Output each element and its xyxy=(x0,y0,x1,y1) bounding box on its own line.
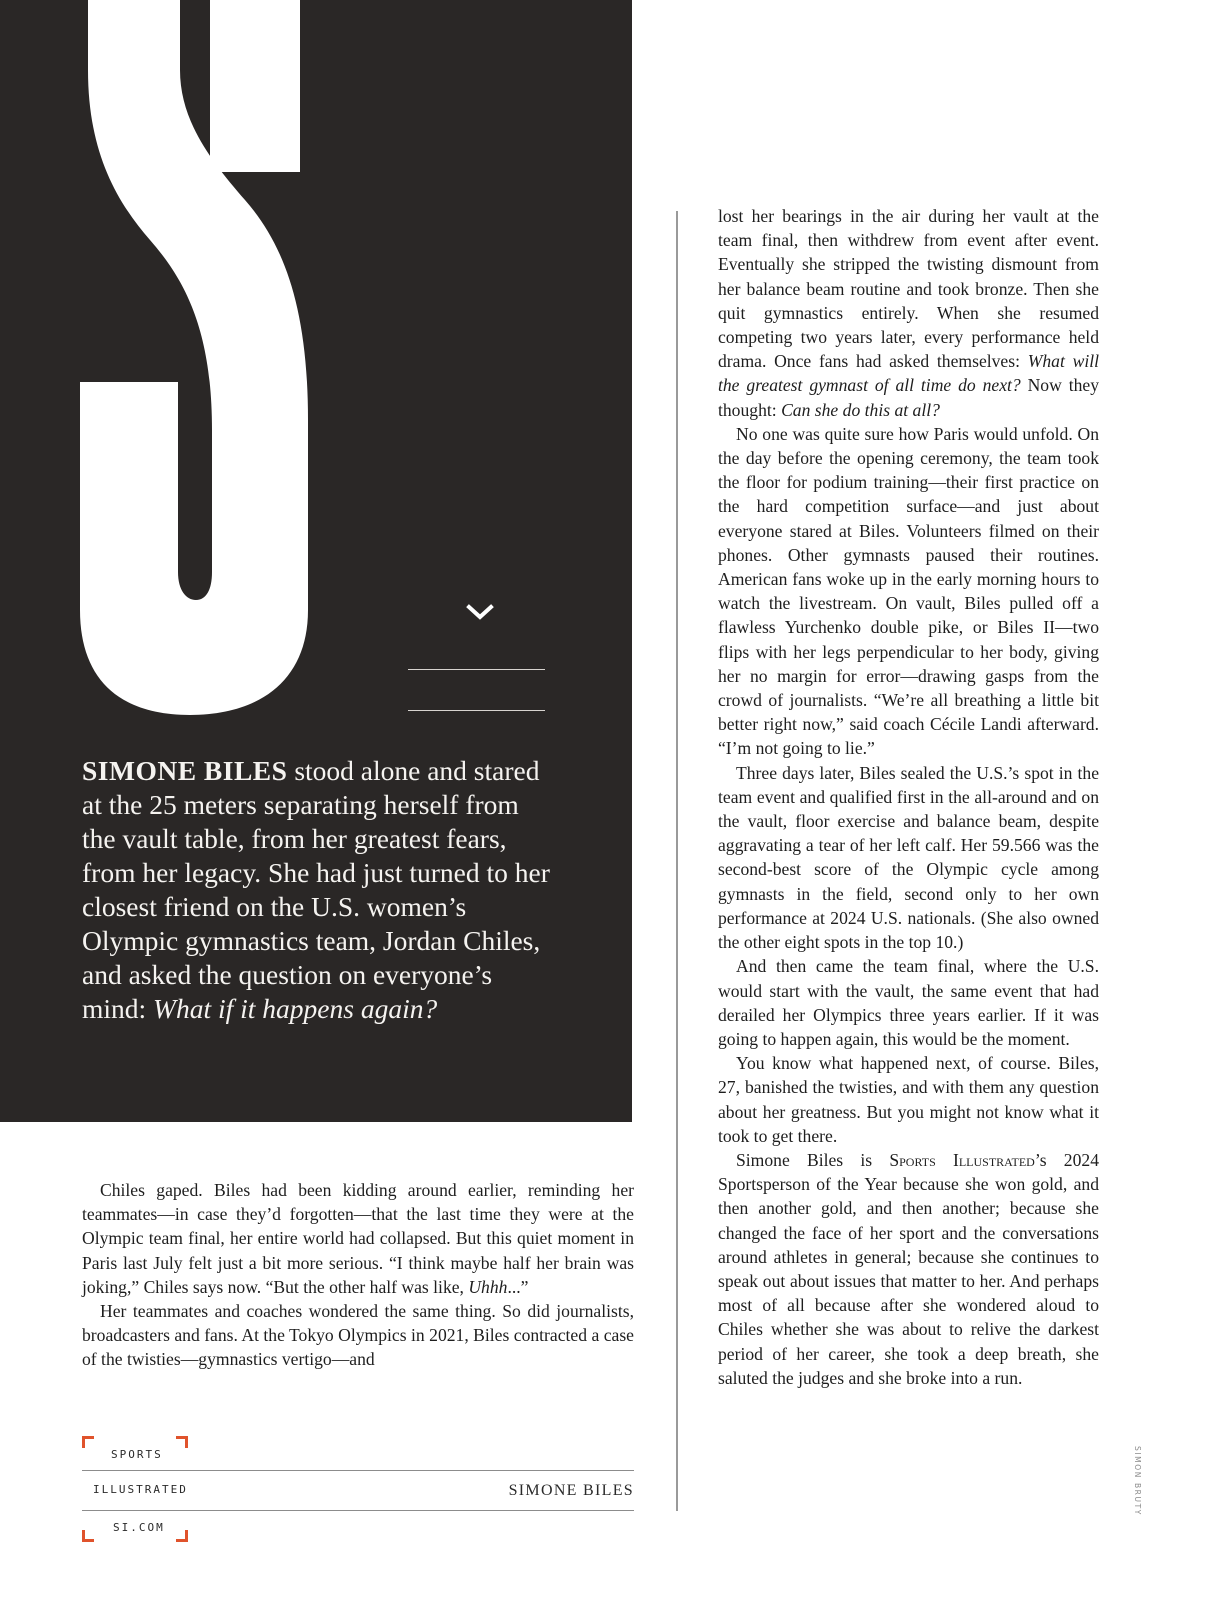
decorative-rule-upper xyxy=(408,669,545,670)
dropcap-s-notch xyxy=(210,0,300,172)
corner-bracket-top-left-icon xyxy=(82,1436,94,1448)
right-p1-italic-2: Can she do this at all? xyxy=(781,399,940,420)
right-paragraph-4: And then came the team final, where the U.S. would start with the vault, the same event that had derailed her Olympics three years earlier. If it was going to happen again, this would be the moment. xyxy=(718,956,1099,1049)
right-paragraph-5: You know what happened next, of course. Biles, 27, banished the twisties, and with them any question about her greatness. But you might not know what it took to get there. xyxy=(718,1053,1099,1146)
left-column-text xyxy=(82,1178,634,1372)
right-p6-magazine-name: Sports Illustrated xyxy=(889,1149,1035,1170)
corner-bracket-bottom-left-icon xyxy=(82,1530,94,1542)
footer-rule-upper xyxy=(82,1470,634,1471)
right-paragraph-6 xyxy=(718,1148,1099,1390)
intro-text: stood alone and stared at the 25 meters separating herself from the vault table, from her greatest fears, from her legacy. She had just turned to her closest friend on the U.S. women’s Olympic gymnastics team, Jordan Chiles, and asked the question on everyone’s mind: xyxy=(82,755,550,1024)
left-p1-end: ...” xyxy=(507,1276,529,1297)
left-p1-text: Chiles gaped. Biles had been kidding around earlier, reminding her teammates—in case they’d forgotten—that the last time they were at the Olympic team final, her entire world had collapsed. But this quiet moment in Paris last July felt just a bit more serious. “I think maybe half her brain was joking,” Chiles says now. “But the other half was like, xyxy=(82,1180,634,1297)
intro-lead-name: SIMONE BILES xyxy=(82,755,288,786)
right-p6-text: Simone Biles is xyxy=(736,1149,890,1170)
right-p6-end: ’s 2024 Sportsperson of the Year because she won gold, and then another gold, and then another; because she changed the face of her sport and the conversations around athletes in general; because she continues to speak out about issues that matter to her. And perhaps most of all because after she wondered aloud to Chiles whether she was about to relive the darkest period of her career, she took a deep breath, she saluted the judges and she broke into a run. xyxy=(718,1149,1099,1388)
intro-paragraph xyxy=(82,754,552,1026)
right-paragraph-1 xyxy=(718,204,1099,422)
left-p1-italic: Uhhh xyxy=(468,1276,508,1297)
footer-brand-sports: SPORTS xyxy=(111,1448,163,1461)
hero-panel xyxy=(0,0,632,1122)
corner-bracket-bottom-right-icon xyxy=(176,1530,188,1542)
right-column-text xyxy=(718,204,1099,1390)
left-paragraph-1 xyxy=(82,1178,634,1299)
dropcap-letter-s xyxy=(0,0,632,720)
footer-section-title: SIMONE BILES xyxy=(508,1482,634,1499)
right-p1-text: lost her bearings in the air during her vault at the team final, then withdrew from event after event. Eventually she stripped the twisting dismount from her balance beam routine and took bronze. Then she quit gymnastics entirely. When she resumed competing two years later, every performance held drama. Once fans had asked themselves: xyxy=(718,206,1099,372)
footer-rule-lower xyxy=(82,1510,634,1511)
column-divider xyxy=(676,211,678,1511)
right-paragraph-2: No one was quite sure how Paris would unfold. On the day before the opening ceremony, the team took the floor for podium training—their first practice on the hard competition surface—and just about everyone stared at Biles. Volunteers filmed on their phones. Other gymnasts paused their routines. American fans woke up in the early morning hours to watch the livestream. On vault, Biles pulled off a flawless Yurchenko double pike, or Biles II—two flips with her legs perpendicular to her body, giving her no margin for error—drawing gasps from the crowd of journalists. “We’re all breathing a little bit better right now,” said coach Cécile Landi afterward. “I’m not going to lie.” xyxy=(718,423,1099,759)
footer-brand-illustrated: ILLUSTRATED xyxy=(93,1483,188,1496)
right-paragraph-3: Three days later, Biles sealed the U.S.’s spot in the team event and qualified first in the all-around and on the vault, floor exercise and balance beam, despite aggravating a tear of her left calf. Her 59.566 was the second-best score of the Olympic cycle among gymnasts in the field, second only to her own performance at 2024 U.S. nationals. (She also owned the other eight spots in the top 10.) xyxy=(718,762,1099,953)
footer-site-url: SI.COM xyxy=(113,1521,165,1534)
right-p1-italic-1: What will the greatest gymnast of all time do next? xyxy=(718,351,1099,396)
right-p1-mid: Now they thought: xyxy=(718,375,1099,420)
photo-credit: SIMON BRUTY xyxy=(1133,1446,1142,1516)
intro-question: What if it happens again? xyxy=(153,993,438,1024)
left-paragraph-2: Her teammates and coaches wondered the same thing. So did journalists, broadcasters and fans. At the Tokyo Olympics in 2021, Biles contracted a case of the twisties—gymnastics vertigo—and xyxy=(82,1301,634,1370)
decorative-rule-lower xyxy=(408,710,545,711)
chevron-down-icon xyxy=(466,604,494,622)
corner-bracket-top-right-icon xyxy=(176,1436,188,1448)
